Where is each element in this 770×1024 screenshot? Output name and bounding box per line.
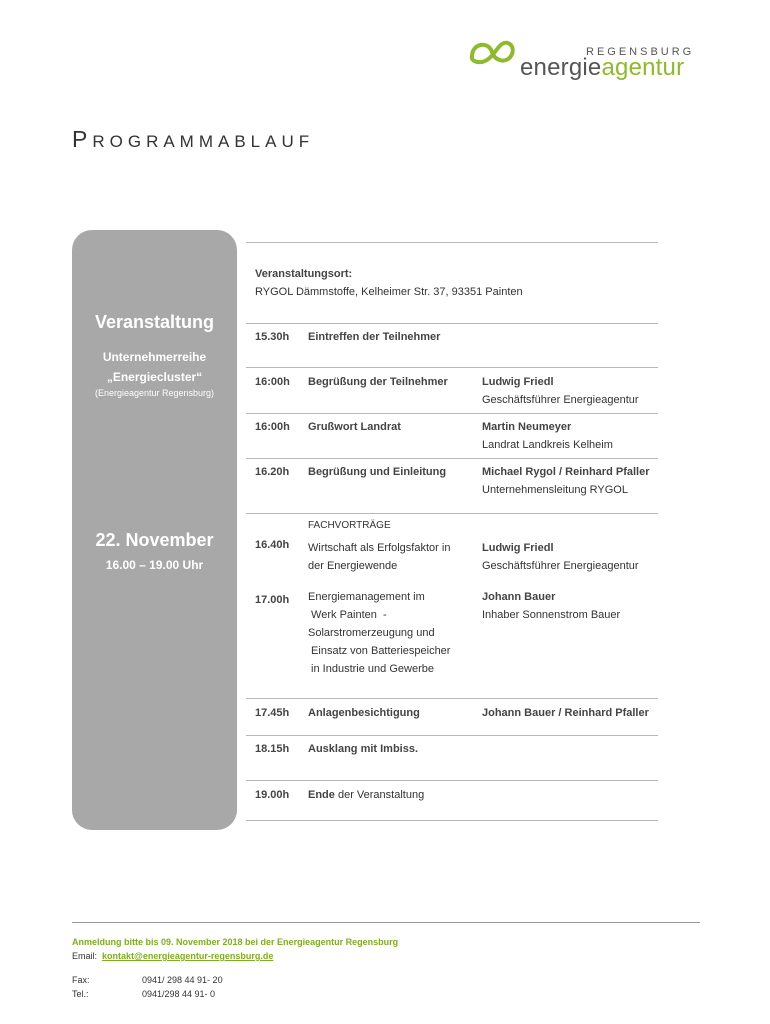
title-rest: ROGRAMMABLAUF [92,132,315,151]
row-time: 16:00h [255,376,290,388]
divider [246,367,658,368]
panel-series: Unternehmerreihe [102,350,207,364]
divider [246,513,658,514]
row-person: Johann Bauer / Reinhard Pfaller [482,707,649,719]
row-person: Martin Neumeyer [482,421,572,433]
row-person: Ludwig Friedl [482,376,554,388]
venue-label: Veranstaltungsort: [255,268,353,280]
row-person: Johann Bauer [482,591,556,603]
divider [246,735,658,736]
row-time: 16.20h [255,466,290,478]
row-role: Geschäftsführer Energieagentur [482,394,639,406]
fax-number: 0941/ 298 44 91- 20 [142,975,223,985]
row-time: 15.30h [255,331,290,343]
row-activity [308,789,424,801]
row-activity: Grußwort Landrat [308,421,401,433]
row-activity-line: der Energiewende [308,560,398,572]
divider [246,323,658,324]
row-time: 17.00h [255,594,290,606]
email-row [72,951,273,961]
event-panel [72,230,237,830]
divider [246,458,658,459]
divider [246,820,658,821]
row-activity: Ausklang mit Imbiss. [308,743,419,755]
row-activity-line: Solarstromerzeugung und [308,627,435,639]
row-activity-line: Werk Painten - [308,609,387,621]
row-time: 16:00h [255,421,290,433]
row-time: 16.40h [255,539,290,551]
email-label: Email: [72,951,98,961]
logo-word-b: agentur [601,54,685,81]
panel-heading: Veranstaltung [94,312,215,332]
row-role: Unternehmensleitung RYGOL [482,484,628,496]
logo-wordmark [520,54,684,82]
fax-label: Fax: [72,975,90,985]
row-activity: Eintreffen der Teilnehmer [308,331,441,343]
divider [246,698,658,699]
venue-address: RYGOL Dämmstoffe, Kelheimer Str. 37, 93351 Painten [255,286,523,298]
footer-divider [72,922,700,923]
row-role: Inhaber Sonnenstrom Bauer [482,609,621,621]
row-time: 17.45h [255,707,290,719]
divider [246,242,658,243]
page-title [72,126,314,153]
logo-word-a: energie [520,54,602,81]
divider [246,413,658,414]
logo-swirl-icon [468,36,518,70]
divider [246,780,658,781]
row-activity-line: Wirtschaft als Erfolgsfaktor in [308,542,451,554]
panel-time: 16.00 – 19.00 Uhr [105,558,204,572]
row-activity: Anlagenbesichtigung [308,707,420,719]
panel-series-name: „Energiecluster“ [106,370,203,384]
logo-city: REGENSBURG [586,46,695,58]
panel-date: 22. November [95,530,214,550]
row-person: Ludwig Friedl [482,542,554,554]
row-time: 19.00h [255,789,290,801]
tel-number: 0941/298 44 91- 0 [142,989,216,999]
row-role: Geschäftsführer Energieagentur [482,560,639,572]
row-activity-line: Energiemanagement im [308,591,425,603]
row-activity-b: der Veranstaltung [334,789,425,801]
row-person: Michael Rygol / Reinhard Pfaller [482,466,650,478]
row-activity-a: Ende [308,789,335,801]
energieagentur-logo [468,36,695,86]
row-time: 18.15h [255,743,290,755]
row-activity: Begrüßung und Einleitung [308,466,447,478]
row-activity-line: Einsatz von Batteriespeicher [308,645,451,657]
panel-org: (Energieagentur Regensburg) [94,388,215,398]
row-activity: Begrüßung der Teilnehmer [308,376,448,388]
tel-label: Tel.: [72,989,89,999]
row-role: Landrat Landkreis Kelheim [482,439,613,451]
row-activity-line: in Industrie und Gewerbe [308,663,434,675]
title-initial: P [72,126,93,152]
section-heading: FACHVORTRÄGE [308,520,391,531]
email-link[interactable]: kontakt@energieagentur-regensburg.de [102,951,274,961]
registration-notice: Anmeldung bitte bis 09. November 2018 bei der Energieagentur Regensburg [72,937,399,947]
